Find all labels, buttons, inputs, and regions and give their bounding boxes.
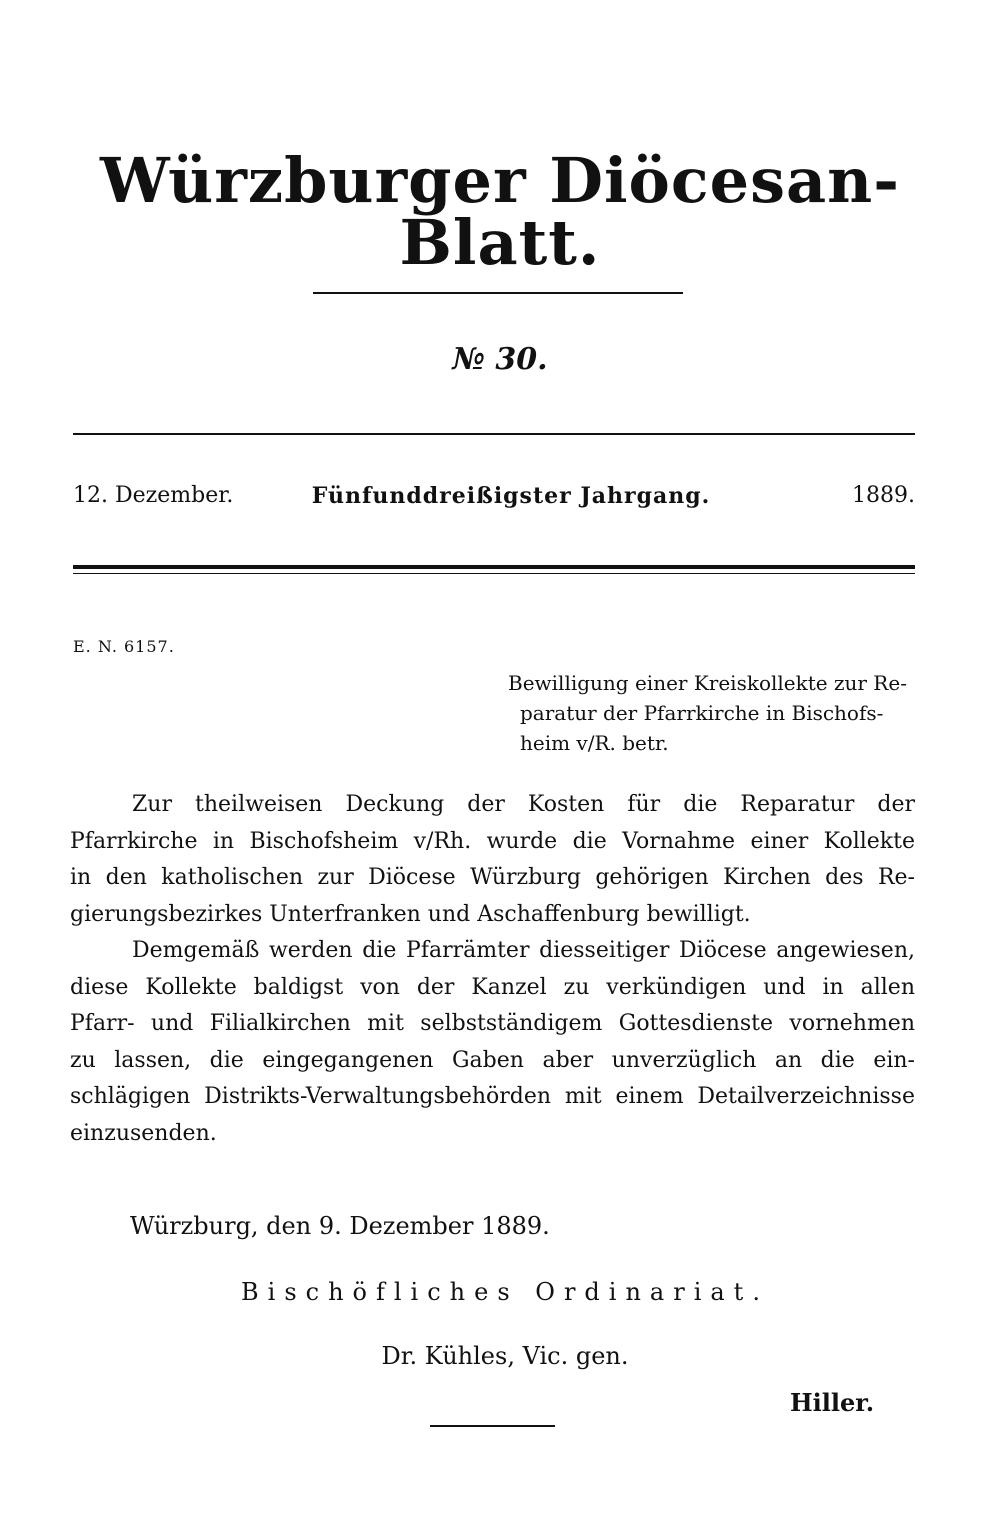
subject-block	[508, 668, 918, 758]
reference-number: E. N. 6157.	[73, 637, 175, 656]
place-date: Würzburg, den 9. Dezember 1889.	[130, 1212, 550, 1240]
subject-line: paratur der Pfarrkirche in Bischofs-	[520, 701, 884, 725]
volume-label: Fünfunddreißigster Jahrgang.	[311, 483, 711, 509]
body-line: diese Kollekte baldigst von der Kanzel zu verkündigen und in allen	[70, 974, 915, 1000]
issue-number: № 30.	[452, 342, 548, 377]
issue-date: 12. Dezember.	[73, 483, 234, 508]
body-line: in den katholischen zur Diöcese Würzburg gehörigen Kirchen des Re-	[70, 865, 915, 890]
issue-year: 1889.	[852, 483, 915, 508]
subject-line: Bewilligung einer Kreiskollekte zur Re-	[508, 671, 907, 695]
header-double-rule-thin	[73, 573, 915, 574]
body-text	[70, 787, 915, 1152]
body-line: gierungsbezirkes Unterfranken und Aschaffenburg bewilligt.	[70, 901, 751, 927]
body-line: schlägigen Distrikts-Verwaltungsbehörden mit einem Detailverzeichnisse	[70, 1084, 915, 1109]
footer-divider	[430, 1425, 555, 1427]
countersign: Hiller.	[790, 1388, 875, 1417]
body-line: einzusenden.	[70, 1120, 217, 1146]
issue-divider	[73, 433, 915, 435]
body-line: Zur theilweisen Deckung der Kosten für die Reparatur der	[132, 792, 915, 817]
body-line: Pfarr- und Filialkirchen mit selbstständigem Gottesdienste vornehmen	[70, 1011, 915, 1036]
issuing-office: Bischöfliches Ordinariat.	[241, 1278, 769, 1306]
body-line: Pfarrkirche in Bischofsheim v/Rh. wurde die Vornahme einer Kollekte	[70, 828, 915, 854]
masthead-title: Würzburger Diöcesan-Blatt.	[100, 144, 900, 279]
header-double-rule	[73, 565, 915, 569]
body-line: zu lassen, die eingegangenen Gaben aber unverzüglich an die ein-	[70, 1047, 915, 1073]
body-line: Demgemäß werden die Pfarrämter diesseitiger Diöcese angewiesen,	[132, 938, 915, 963]
masthead-divider	[313, 292, 683, 294]
signer: Dr. Kühles, Vic. gen.	[381, 1342, 629, 1370]
subject-line: heim v/R. betr.	[520, 731, 669, 755]
